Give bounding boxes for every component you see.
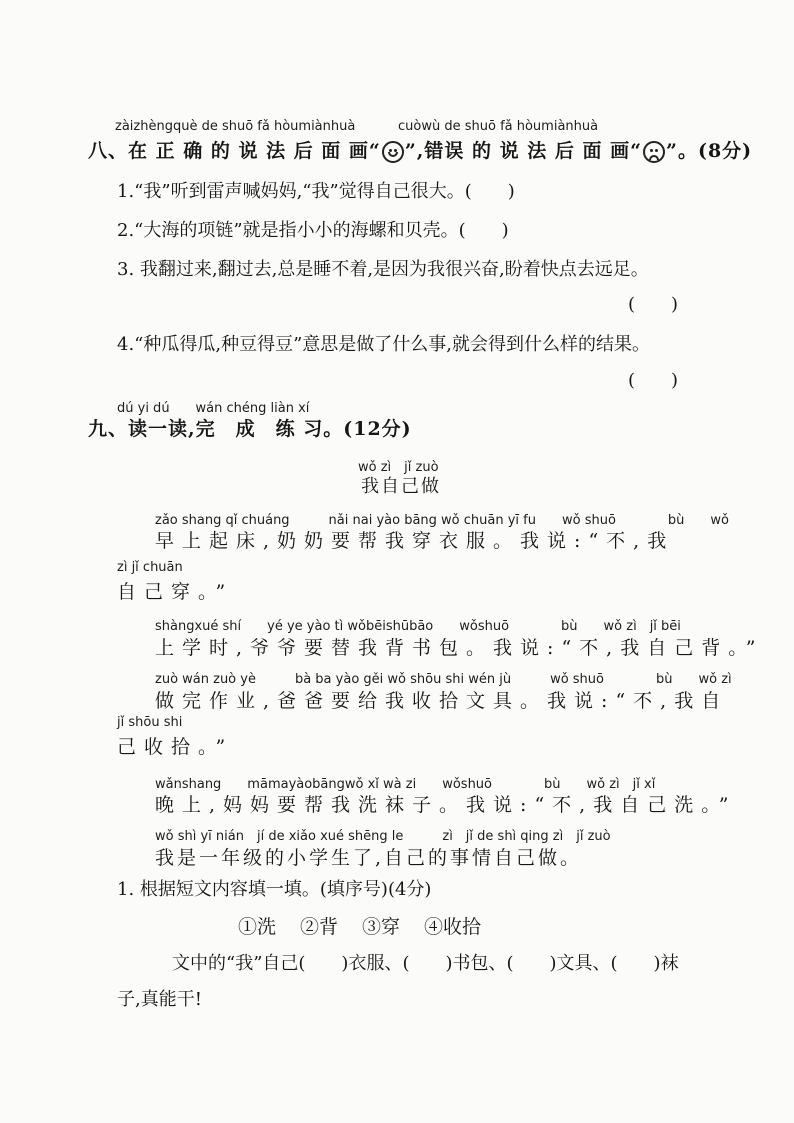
passage-line-6: 晚上,妈妈要帮我洗袜子。我说:“不,我自己洗。” [155, 794, 737, 816]
section8-item-2: 2.“大海的项链”就是指小小的海螺和贝壳。( ) [117, 220, 509, 241]
answer-paren-3[interactable]: ( ) [628, 294, 679, 315]
answer-paren-4[interactable]: ( ) [628, 370, 679, 391]
pinyin-section8-correct: zàizhèngquè de shuō fǎ hòumiànhuà [115, 119, 356, 134]
section9-heading: 九、读一读,完 成 练 习。(12分) [88, 418, 412, 440]
option-3: ③穿 [362, 916, 401, 938]
option-1: ①洗 [238, 916, 277, 938]
passage-pinyin-4: zuò wán zuò yè bà ba yào gěi wǒ shōu shi wén jù wǒ shuō bù wǒ zì [155, 672, 732, 687]
section8-heading [88, 136, 752, 163]
pinyin-section9-heading: dú yi dú wán chéng liàn xí [117, 401, 310, 416]
fill-in-line-1[interactable]: 文中的“我”自己( )衣服、( )书包、( )文具、( )袜 [172, 953, 679, 974]
passage-pinyin-1: zǎo shang qǐ chuáng nǎi nai yào bāng wǒ chuān yī fu wǒ shuō bù wǒ [155, 513, 729, 528]
passage-pinyin-3: shàngxué shí yé ye yào tì wǒbēishūbāo wǒshuō bù wǒ zì jǐ bēi [155, 619, 681, 634]
passage-pinyin-2: zì jǐ chuān [117, 560, 183, 575]
passage-pinyin-7: wǒ shì yī nián jí de xiǎo xué shēng le zì jǐ de shì qing zì jǐ zuò [155, 829, 611, 844]
passage-pinyin-5: jǐ shōu shi [117, 715, 183, 730]
section8-heading-part1: 八、在 正 确 的 说 法 后 面 画“ [88, 140, 381, 162]
frowning-face-icon [643, 141, 665, 163]
question-1: 1. 根据短文内容填一填。(填序号)(4分) [117, 879, 432, 900]
option-2: ②背 [300, 916, 339, 938]
fill-in-line-2: 子,真能干! [117, 989, 202, 1010]
section8-item-4: 4.“种瓜得瓜,种豆得豆”意思是做了什么事,就会得到什么样的结果。 [117, 334, 651, 355]
section8-heading-part2: ”,错误 的 说 法 后 面 画“ [404, 140, 643, 162]
section8-item-1: 1.“我”听到雷声喊妈妈,“我”觉得自己很大。( ) [117, 181, 515, 202]
options-row [238, 912, 481, 939]
pinyin-section8-wrong: cuòwù de shuō fǎ hòumiànhuà [398, 119, 599, 134]
passage-line-3: 上学时,爷爷要替我背书包。我说:“不,我自己背。” [155, 637, 764, 659]
passage-line-2: 自己穿。” [117, 581, 234, 603]
option-4: ④收拾 [424, 916, 482, 938]
section8-item-3: 3. 我翻过来,翻过去,总是睡不着,是因为我很兴奋,盼着快点去远足。 [117, 259, 649, 280]
passage-title-pinyin: wǒ zì jǐ zuò [358, 460, 439, 475]
passage-pinyin-6: wǎnshang māmayàobāngwǒ xǐ wà zi wǒshuō bù wǒ zì jǐ xǐ [155, 777, 656, 792]
passage-line-5: 己收拾。” [117, 736, 234, 758]
passage-line-4: 做完作业,爸爸要给我收拾文具。我说:“不,我自 [155, 690, 729, 712]
passage-line-7: 我是一年级的小学生了,自己的事情自己做。 [155, 847, 583, 869]
section8-heading-part3: ”。(8分) [666, 140, 753, 162]
passage-title: 我自己做 [361, 476, 441, 497]
smiley-face-icon [382, 141, 404, 163]
passage-line-1: 早上起床,奶奶要帮我穿衣服。我说:“不,我 [155, 530, 675, 552]
